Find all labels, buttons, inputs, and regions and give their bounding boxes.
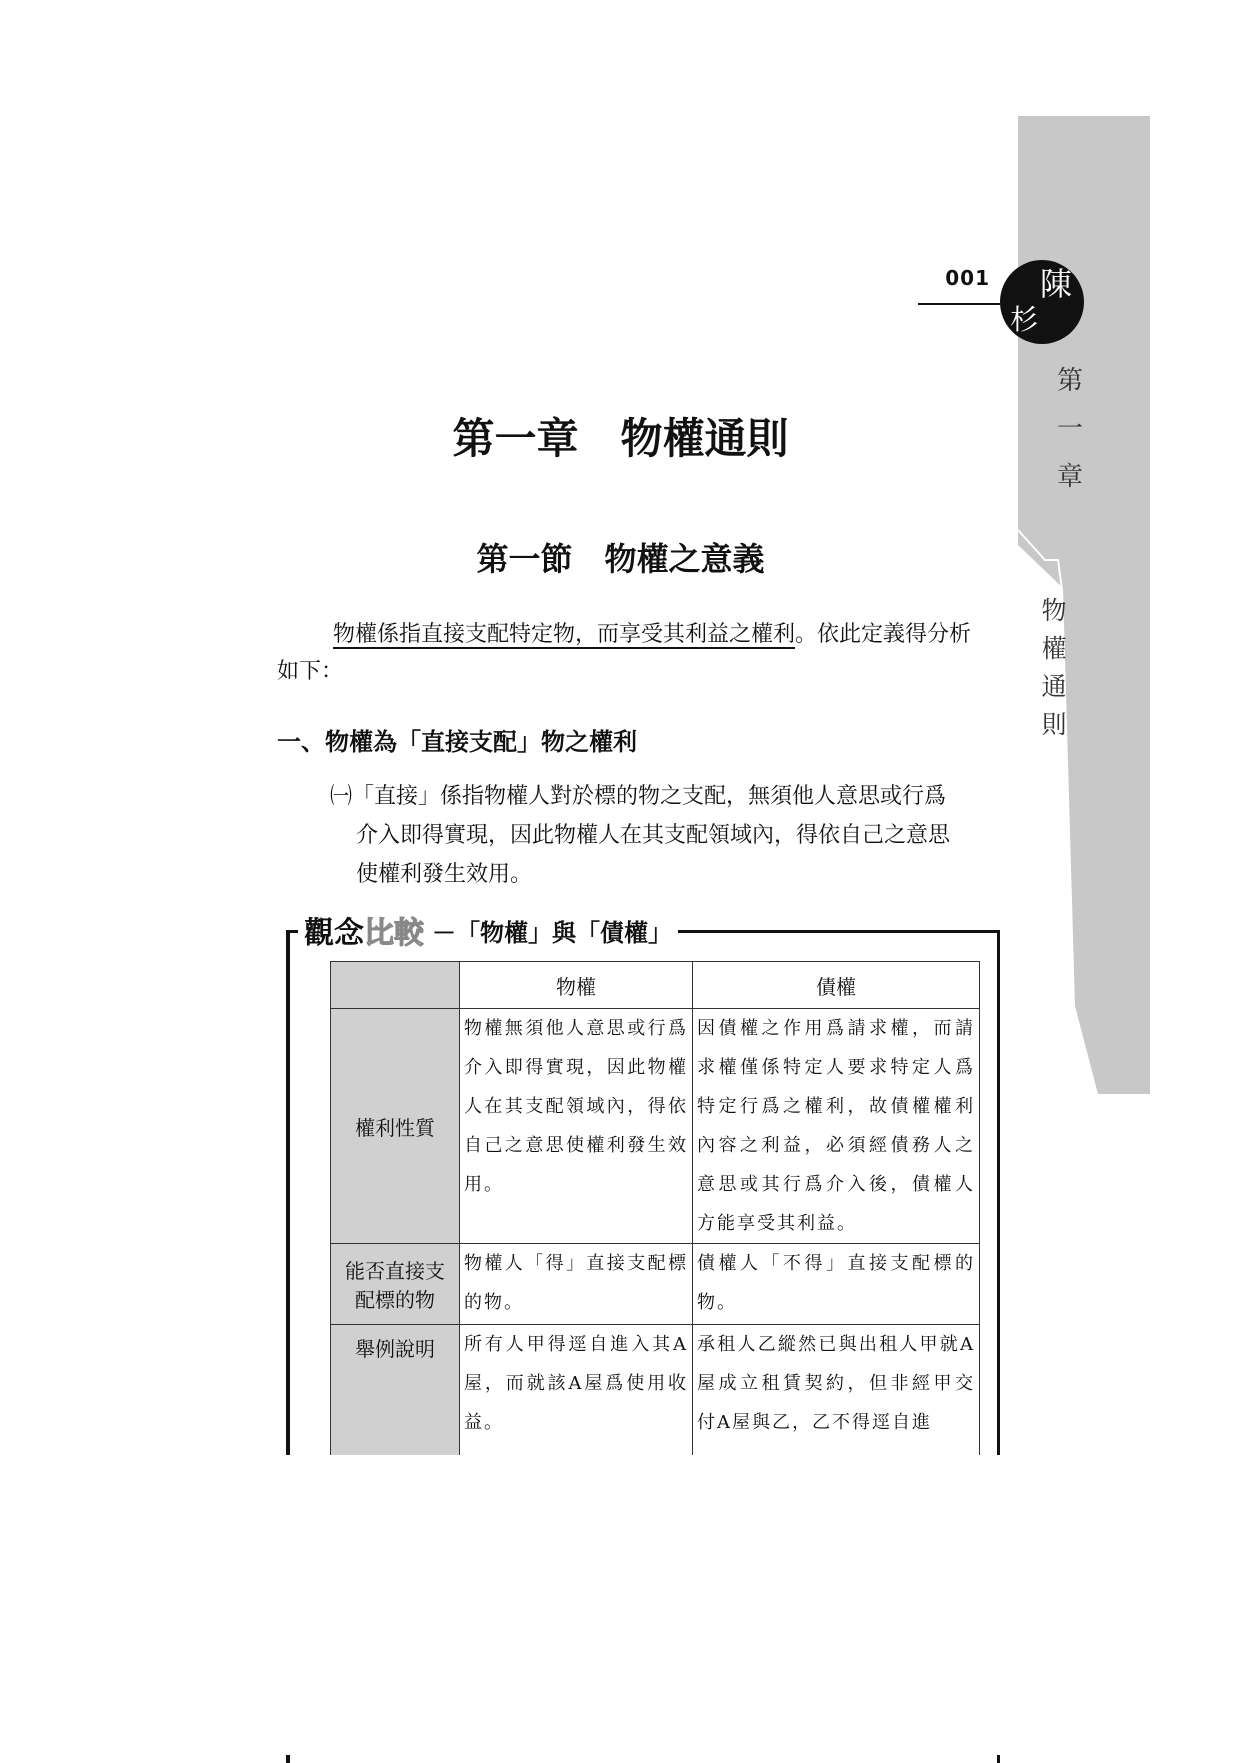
side-tab-title bbox=[1036, 598, 1072, 750]
table-corner bbox=[331, 962, 460, 1009]
side-tab-char: 一 bbox=[1056, 414, 1083, 444]
heading-one: 一、物權為「直接支配」物之權利 bbox=[277, 728, 637, 756]
item-one-line: 介入即得實現，因此物權人在其支配領域內，得依自己之意思 bbox=[356, 823, 951, 848]
side-tab-char: 物 bbox=[1041, 596, 1067, 625]
item-one bbox=[330, 777, 995, 894]
intro-rest: 。依此定義得分析如下： bbox=[277, 622, 972, 684]
table-header: 物權 bbox=[460, 962, 693, 1009]
section-title: 第一節 物權之意義 bbox=[476, 540, 765, 578]
side-tab-char: 則 bbox=[1041, 710, 1067, 739]
concept-label-light: 比較 bbox=[364, 916, 424, 951]
side-tab-char: 章 bbox=[1056, 462, 1083, 492]
table-row-label: 舉例說明 bbox=[331, 1325, 460, 1456]
page-bottom-margin bbox=[0, 1455, 1241, 1755]
table-cell: 因債權之作用爲請求權，而請求權僅係特定人要求特定人爲特定行爲之權利，故債權權利內容之利益，必須經債務人之意思或其行爲介入後，債權人方能享受其利益。 bbox=[693, 1009, 980, 1244]
concept-heading bbox=[298, 910, 678, 950]
table-cell: 承租人乙縱然已與出租人甲就A屋成立租賃契約，但非經甲交付A屋與乙，乙不得逕自進 bbox=[693, 1325, 980, 1456]
table-row bbox=[331, 1009, 980, 1244]
definition-underlined: 物權係指直接支配特定物，而享受其利益之權利 bbox=[333, 622, 796, 647]
table-cell: 物權無須他人意思或行爲介入即得實現，因此物權人在其支配領域內，得依自己之意思使權利發生效用。 bbox=[460, 1009, 693, 1244]
author-seal-char: 陳 bbox=[1040, 265, 1073, 303]
intro-paragraph bbox=[277, 616, 989, 690]
table-row bbox=[331, 1325, 980, 1456]
table-cell: 物權人「得」直接支配標的物。 bbox=[460, 1244, 693, 1325]
table-row-label: 權利性質 bbox=[331, 1009, 460, 1244]
table-row bbox=[331, 1244, 980, 1325]
author-seal-char: 杉 bbox=[1010, 303, 1039, 336]
table-row-label: 能否直接支配標的物 bbox=[331, 1244, 460, 1325]
concept-label-dark: 觀念 bbox=[304, 916, 364, 951]
page-number: 001 bbox=[945, 266, 990, 290]
chapter-title: 第一章 物權通則 bbox=[452, 414, 789, 463]
table-header-row bbox=[331, 962, 980, 1009]
table-cell: 債權人「不得」直接支配標的物。 bbox=[693, 1244, 980, 1325]
concept-subtitle: －「物權」與「債權」 bbox=[432, 917, 672, 947]
comparison-table bbox=[330, 961, 980, 1456]
side-tab-char: 權 bbox=[1041, 634, 1067, 663]
side-tab-char: 第 bbox=[1056, 366, 1083, 396]
item-one-line: 使權利發生效用。 bbox=[356, 862, 533, 887]
table-header: 債權 bbox=[693, 962, 980, 1009]
table-cell: 所有人甲得逕自進入其A屋，而就該A屋爲使用收益。 bbox=[460, 1325, 693, 1456]
item-one-line: ㈠「直接」係指物權人對於標的物之支配，無須他人意思或行爲 bbox=[330, 784, 947, 809]
side-tab-char: 通 bbox=[1041, 672, 1067, 701]
page-number-rule bbox=[918, 303, 1000, 305]
